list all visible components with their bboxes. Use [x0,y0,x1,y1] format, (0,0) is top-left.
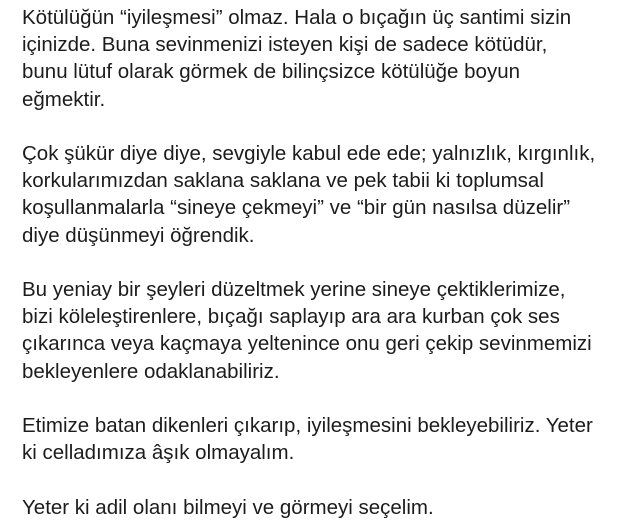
paragraph-line: diye düşünmeyi öğrendik. [22,223,255,247]
paragraph-line: bunu lütuf olarak görmek de bilinçsizce kötülüğe boyun [22,60,520,84]
paragraph-line: Kötülüğün “iyileşmesi” olmaz. Hala o bıçağın üç santimi sizin [22,6,572,29]
paragraph-2 [22,140,612,249]
paragraph-5 [22,494,612,521]
document-body [22,4,612,521]
paragraph-line: bekleyenlere odaklanabiliriz. [22,359,280,383]
paragraph-line: Yeter ki adil olanı bilmeyi ve görmeyi seçelim. [22,495,434,519]
paragraph-line: Çok şükür diye diye, sevgiyle kabul ede ede; yalnızlık, kırgınlık, [22,142,596,165]
paragraph-line: içinizde. Buna sevinmenizi isteyen kişi de sadece kötüdür, [22,33,548,57]
paragraph-line: Etimize batan dikenleri çıkarıp, iyileşmesini bekleyebiliriz. Yeter [22,414,593,437]
paragraph-line: çıkarınca veya kaçmaya yeltenince onu geri çekip sevinmemizi [22,332,592,356]
paragraph-line: eğmektir. [22,87,106,111]
paragraph-line: koşullanmalarla “sineye çekmeyi” ve “bir gün nasılsa düzelir” [22,196,571,220]
paragraph-3 [22,276,612,385]
paragraph-4 [22,412,612,466]
paragraph-line: korkularımızdan saklana saklana ve pek tabii ki toplumsal [22,169,544,193]
paragraph-line: ki celladımıza âşık olmayalım. [22,441,295,465]
paragraph-1 [22,4,612,113]
paragraph-line: bizi köleleştirenlere, bıçağı saplayıp ara ara kurban çok ses [22,305,560,329]
paragraph-line: Bu yeniay bir şeyleri düzeltmek yerine sineye çektiklerimize, [22,278,566,301]
